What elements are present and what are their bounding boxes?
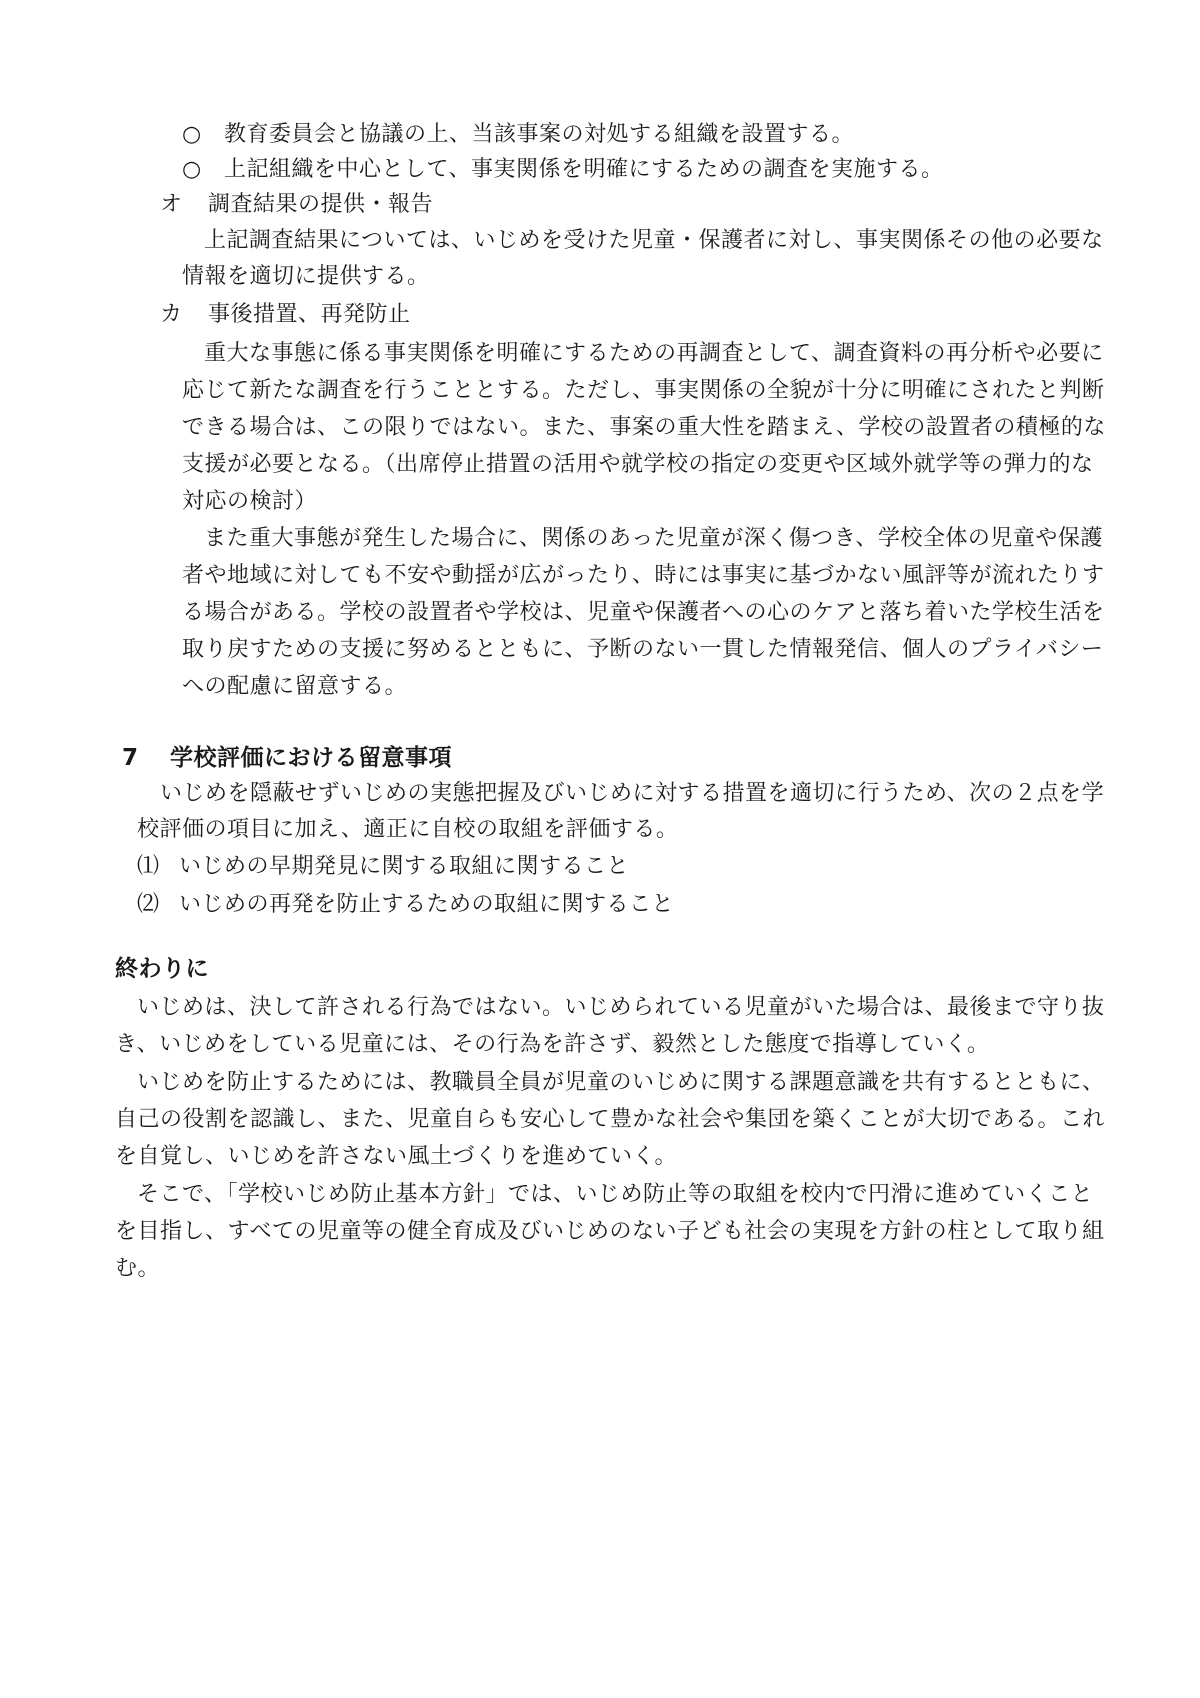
paragraph-line: 応じて新たな調査を行うこととする。ただし、事実関係の全貌が十分に明確にされたと判断: [182, 378, 1105, 403]
item-o-marker: オ: [160, 192, 183, 217]
bullet-item: [182, 117, 854, 153]
section-7-number: 7: [122, 745, 139, 771]
paragraph-line: を目指し、すべての児童等の健全育成及びいじめのない子ども社会の実現を方針の柱として取り組: [115, 1219, 1105, 1244]
paragraph-line: 情報を適切に提供する。: [182, 264, 430, 289]
paragraph-line: いじめは、決して許される行為ではない。いじめられている児童がいた場合は、最後まで守り抜: [137, 995, 1105, 1020]
list-item-marker: ⑵: [137, 892, 160, 917]
paragraph-line: 自己の役割を認識し、また、児童自らも安心して豊かな社会や集団を築くことが大切である。これ: [115, 1107, 1106, 1132]
paragraph-line: への配慮に留意する。: [182, 674, 408, 699]
list-item: [137, 849, 629, 885]
paragraph-line: いじめを防止するためには、教職員全員が児童のいじめに関する課題意識を共有するとともに、: [137, 1070, 1105, 1095]
item-o-heading: [160, 187, 433, 223]
paragraph-line: 者や地域に対しても不安や動揺が広がったり、時には事実に基づかない風評等が流れたりす: [182, 563, 1105, 588]
list-item-text: いじめの早期発見に関する取組に関すること: [179, 854, 630, 879]
paragraph-line: 校評価の項目に加え、適正に自校の取組を評価する。: [137, 817, 679, 842]
item-ka-title: 事後措置、再発防止: [208, 302, 411, 327]
bullet-text: 教育委員会と協議の上、当該事案の対処する組織を設置する。: [224, 122, 855, 147]
conclusion-heading: 終わりに: [115, 956, 209, 982]
circle-bullet-icon: ○: [182, 157, 202, 182]
list-item-marker: ⑴: [137, 854, 160, 879]
paragraph-line: 取り戻すための支援に努めるとともに、予断のない一貫した情報発信、個人のプライバシー: [182, 637, 1104, 662]
paragraph-line: を自覚し、いじめを許さない風土づくりを進めていく。: [115, 1144, 678, 1169]
item-ka-heading: [160, 297, 411, 333]
paragraph-line: 支援が必要となる。（出席停止措置の活用や就学校の指定の変更や区域外就学等の弾力的な: [182, 452, 1094, 477]
paragraph-line: そこで、「学校いじめ防止基本方針」では、いじめ防止等の取組を校内で円滑に進めていくこと: [137, 1182, 1094, 1207]
bullet-text: 上記組織を中心として、事実関係を明確にするための調査を実施する。: [224, 157, 944, 182]
bullet-item: [182, 152, 944, 188]
item-o-title: 調査結果の提供・報告: [208, 192, 434, 217]
paragraph-line: る場合がある。学校の設置者や学校は、児童や保護者への心のケアと落ち着いた学校生活を: [182, 600, 1105, 625]
paragraph-line: 対応の検討）: [182, 489, 318, 514]
circle-bullet-icon: ○: [182, 122, 202, 147]
paragraph-line: できる場合は、この限りではない。また、事案の重大性を踏まえ、学校の設置者の積極的な: [182, 415, 1106, 440]
section-7-heading: [122, 740, 452, 776]
section-7-title: 学校評価における留意事項: [170, 745, 452, 771]
paragraph-line: き、いじめをしている児童には、その行為を許さず、毅然とした態度で指導していく。: [115, 1032, 990, 1057]
paragraph-line: 重大な事態に係る事実関係を明確にするための再調査として、調査資料の再分析や必要に: [204, 341, 1104, 366]
paragraph-line: む。: [115, 1256, 161, 1281]
list-item-text: いじめの再発を防止するための取組に関すること: [179, 892, 675, 917]
paragraph-line: また重大事態が発生した場合に、関係のあった児童が深く傷つき、学校全体の児童や保護: [204, 526, 1103, 551]
paragraph-line: 上記調査結果については、いじめを受けた児童・保護者に対し、事実関係その他の必要な: [204, 228, 1104, 253]
list-item: [137, 887, 674, 923]
item-ka-marker: カ: [160, 302, 183, 327]
paragraph-line: いじめを隠蔽せずいじめの実態把握及びいじめに対する措置を適切に行うため、次の２点を学: [160, 781, 1105, 806]
